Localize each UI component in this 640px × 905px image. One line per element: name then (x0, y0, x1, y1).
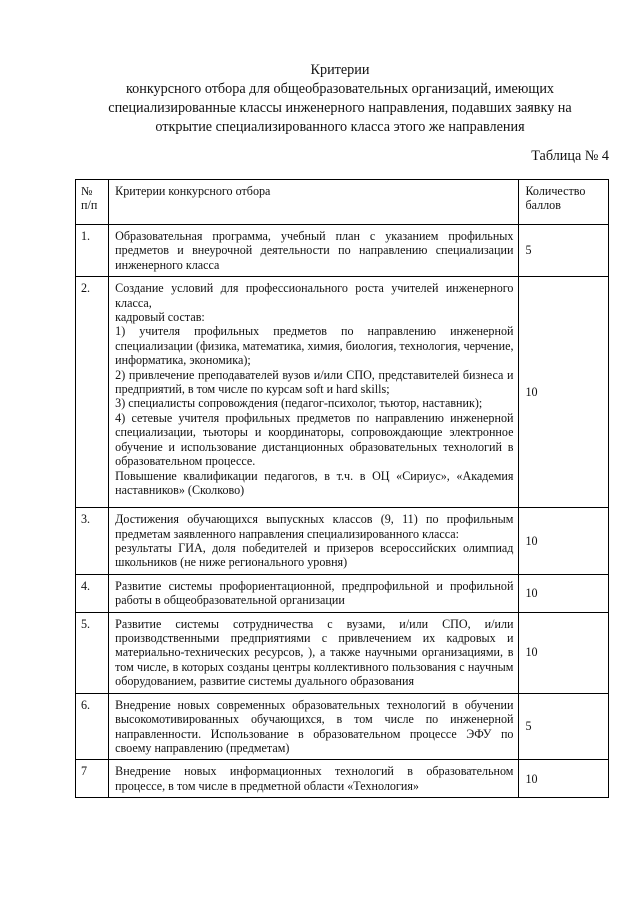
document-title (60, 61, 620, 137)
criteria-text: результаты ГИА, доля победителей и призеров всероссийских олимпиад школьников (не ниже регионального уровня) (115, 541, 514, 570)
row-points: 10 (519, 508, 609, 575)
row-points: 10 (519, 760, 609, 798)
table-row (76, 693, 609, 760)
row-num: 3. (76, 508, 109, 575)
table-label: Таблица № 4 (531, 148, 609, 164)
row-criteria (109, 277, 519, 508)
criteria-text: Развитие системы профориентационной, предпрофильной и профильной работы в общеобразовательной организации (115, 578, 514, 608)
title-line: Критерии (310, 62, 370, 78)
row-num: 2. (76, 277, 109, 508)
table-row (76, 574, 609, 612)
row-criteria (109, 612, 519, 693)
row-num: 5. (76, 612, 109, 693)
row-criteria (109, 693, 519, 760)
criteria-text: Образовательная программа, учебный план с указанием профильных предметов и внеурочной деятельности по направлению специализации инженерного класса (115, 229, 514, 272)
row-criteria (109, 225, 519, 277)
row-points: 10 (519, 574, 609, 612)
row-criteria (109, 574, 519, 612)
title-line: открытие специализированного класса этого же направления (155, 119, 525, 135)
table-row (76, 612, 609, 693)
criteria-text: Внедрение новых современных образовательных технологий в обучении высокомотивированных обучающихся, в том числе по инженерной направленности. Использование в образовательном процессе ЭФУ по своему направлению (предметам) (115, 697, 514, 755)
criteria-text: Развитие системы сотрудничества с вузами, и/или СПО, и/или производственными предприятиями с привлечением их кадровых и материально-технических ресурсов, ), а также научными организациями, в том числе, в которых созданы центры коллективного пользования с научным оборудованием, развитие системы дуального образования (115, 616, 514, 689)
header-points: Количество баллов (519, 180, 609, 225)
header-num: № п/п (76, 180, 109, 225)
criteria-text: Достижения обучающихся выпускных классов (9, 11) по профильным предметам заявленного направления специализированного класса: (115, 512, 514, 541)
row-criteria (109, 760, 519, 798)
title-line: специализированные классы инженерного направления, подавших заявку на (108, 100, 572, 116)
row-points: 5 (519, 693, 609, 760)
criteria-text: кадровый состав: (115, 310, 205, 325)
criteria-table (75, 179, 609, 798)
table-header-row (76, 180, 609, 225)
criteria-text: 2) привлечение преподавателей вузов и/или СПО, представителей бизнеса и предприятий, в том числе по курсам soft и hard skills; (115, 367, 514, 397)
row-num: 6. (76, 693, 109, 760)
table-row (76, 225, 609, 277)
criteria-text: Повышение квалификации педагогов, в т.ч. в ОЦ «Сириус», «Академия наставников» (Сколково) (115, 468, 514, 497)
criteria-text: Создание условий для профессионального роста учителей инженерного класса, (115, 281, 514, 310)
row-points: 10 (519, 277, 609, 508)
row-num: 4. (76, 574, 109, 612)
criteria-text: 1) учителя профильных предметов по направлению инженерной специализации (физика, математика, химия, биология, технология, черчение, информатика, экономика); (115, 324, 514, 368)
table-row (76, 277, 609, 508)
row-num: 7 (76, 760, 109, 798)
header-criteria: Критерии конкурсного отбора (109, 180, 519, 225)
row-num: 1. (76, 225, 109, 277)
table-row (76, 508, 609, 575)
table-row (76, 760, 609, 798)
row-points: 5 (519, 225, 609, 277)
row-criteria (109, 508, 519, 575)
row-points: 10 (519, 612, 609, 693)
title-line: конкурсного отбора для общеобразовательных организаций, имеющих (126, 81, 554, 97)
criteria-text: 4) сетевые учителя профильных предметов по направлению инженерной специализации, тьюторы и координаторы, сопровождающие электронное обучение и использование дистанционных образовательных технологий в образовательном процессе. (115, 410, 514, 469)
criteria-text: Внедрение новых информационных технологий в образовательном процессе, в том числе в предметной области «Технология» (115, 764, 514, 793)
criteria-text: 3) специалисты сопровождения (педагог-психолог, тьютор, наставник); (115, 396, 483, 411)
